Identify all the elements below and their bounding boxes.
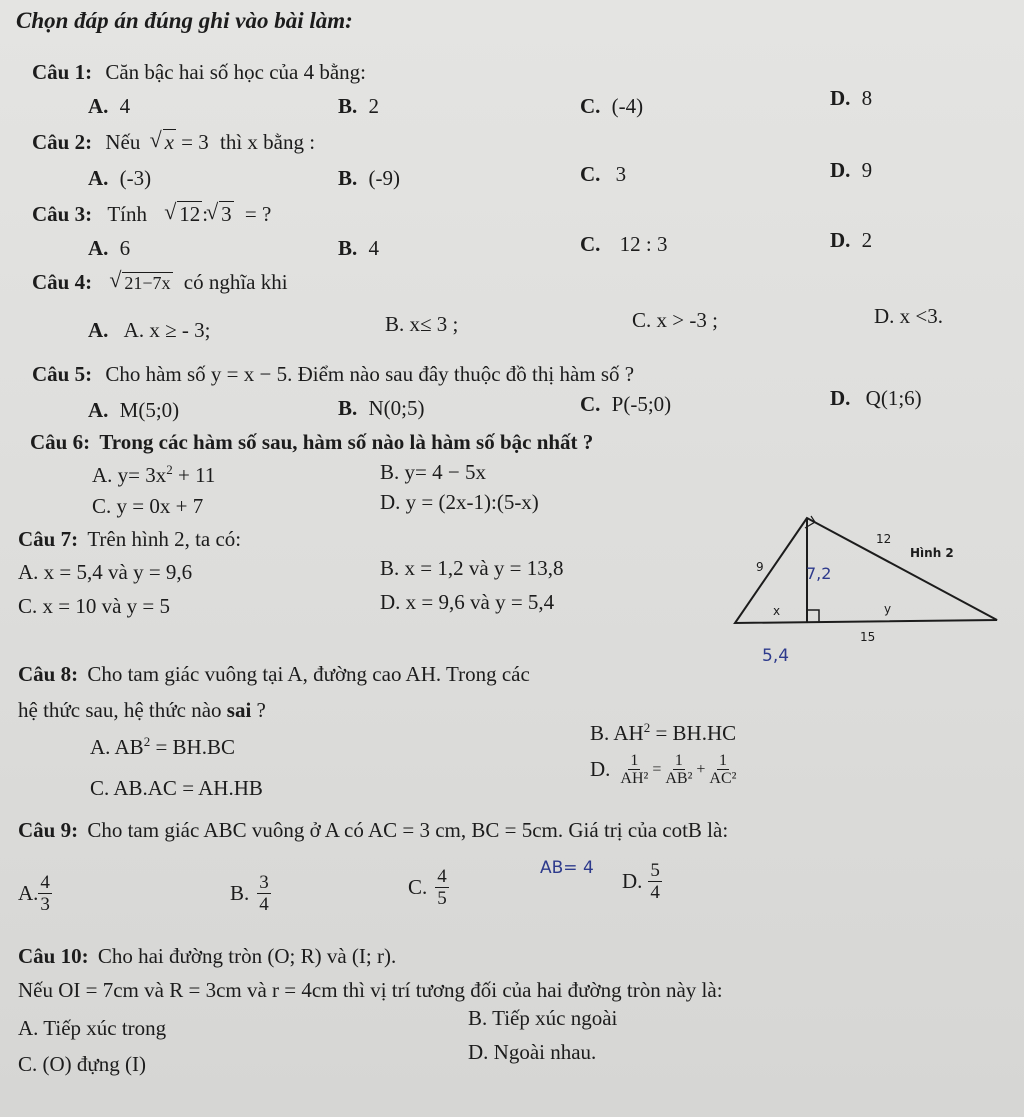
figure-height-label: 7,2: [806, 564, 832, 583]
question-10: Câu 10: Cho hai đường tròn (O; R) và (I; r).: [18, 944, 397, 968]
q6-option-c: C. y = 0x + 7: [92, 494, 204, 518]
question-8-line-2: hệ thức sau, hệ thức nào sai ?: [18, 698, 266, 722]
q4-option-c: C. x > -3 ;: [632, 308, 718, 332]
q3-option-d: D. 2: [830, 228, 873, 252]
q7-option-b: B. x = 1,2 và y = 13,8: [380, 556, 564, 580]
q5-option-d: D. Q(1;6): [830, 386, 922, 410]
q7-option-d: D. x = 9,6 và y = 5,4: [380, 590, 555, 614]
question-10-label: Câu 10:: [18, 944, 89, 968]
question-9: Câu 9: Cho tam giác ABC vuông ở A có AC = 3 cm, BC = 5cm. Giá trị của cotB là:: [18, 818, 729, 842]
question-3-label: Câu 3:: [32, 202, 93, 226]
question-5: Câu 5: Cho hàm số y = x − 5. Điểm nào sau đây thuộc đồ thị hàm số ?: [32, 362, 635, 386]
question-4: Câu 4: √ 21−7x có nghĩa khi: [32, 270, 288, 295]
figure-side-15: 15: [860, 630, 876, 644]
instruction-header: Chọn đáp án đúng ghi vào bài làm:: [16, 8, 353, 33]
q6-option-b: B. y= 4 − 5x: [380, 460, 486, 484]
question-8-label: Câu 8:: [18, 662, 79, 686]
q9-option-c: C. $\frac{4}{5}$: [408, 866, 447, 909]
question-1-text: Căn bậc hai số học của 4 bằng:: [105, 60, 367, 84]
question-2-label: Câu 2:: [32, 130, 93, 154]
q5-option-c: C. P(-5;0): [580, 392, 672, 416]
q1-option-d: D. 8: [830, 86, 873, 110]
q10-option-c: C. (O) đựng (I): [18, 1052, 147, 1076]
question-6: Câu 6: Trong các hàm số sau, hàm số nào là hàm số bậc nhất ?: [30, 430, 594, 454]
q6-option-d: D. y = (2x-1):(5-x): [380, 490, 539, 514]
q1-option-c: C. (-4): [580, 94, 644, 118]
q9-option-a: A. $\frac{4}{3}$: [18, 872, 50, 915]
figure-y-label: y: [884, 602, 892, 616]
q8-option-b: B. $AH^2 = BH.HC$: [590, 720, 737, 745]
q1-option-b: B. 2: [338, 94, 380, 118]
figure-title: Hình 2: [910, 546, 954, 560]
q10-option-b: B. Tiếp xúc ngoài: [468, 1006, 618, 1030]
q10-option-a: A. Tiếp xúc trong: [18, 1016, 167, 1040]
question-1: [32, 60, 366, 85]
figure-x-label: x: [773, 604, 781, 618]
q4-option-b: B. x≤ 3 ;: [385, 312, 459, 336]
question-7-label: Câu 7:: [18, 527, 79, 551]
figure-side-12: 12: [876, 532, 892, 546]
q3-option-a: A. 6: [88, 236, 131, 260]
question-2: Câu 2: Nếu √ x = 3 thì x bằng :: [32, 130, 315, 155]
question-5-label: Câu 5:: [32, 362, 93, 386]
q10-option-d: D. Ngoài nhau.: [468, 1040, 597, 1064]
q4-option-d: D. x <3.: [874, 304, 944, 328]
q2-option-a: A. (-3): [88, 166, 152, 190]
question-8: Câu 8: Cho tam giác vuông tại A, đường cao AH. Trong các: [18, 662, 530, 686]
q4-option-a: A. A. x ≥ - 3;: [88, 318, 211, 342]
q5-option-b: B. N(0;5): [338, 396, 425, 420]
question-4-label: Câu 4:: [32, 270, 93, 294]
handwritten-ab-4: AB= 4: [540, 858, 594, 878]
q2-option-c: C. 3: [580, 162, 627, 186]
q7-option-c: C. x = 10 và y = 5: [18, 594, 171, 618]
handwritten-5-4: 5,4: [762, 646, 790, 666]
question-7: Câu 7: Trên hình 2, ta có:: [18, 527, 242, 551]
q9-option-d: D. $\frac{5}{4}$: [622, 860, 660, 903]
q2-option-d: D. 9: [830, 158, 873, 182]
question-9-label: Câu 9:: [18, 818, 79, 842]
q2-option-b: B. (-9): [338, 166, 400, 190]
q1-option-a: A. 4: [88, 94, 131, 118]
q8-option-d: D. $\frac{1}{\text{AH²}}$ = $\frac{1}{\text{AB²}}$ + $\frac{1}{\text{AC²}}$: [590, 752, 737, 787]
q9-option-b: B. $\frac{3}{4}$: [230, 872, 269, 915]
q3-option-b: B. 4: [338, 236, 380, 260]
figure-side-9: 9: [756, 560, 764, 574]
question-3: Câu 3: Tính √ 12:√ 3 = ?: [32, 202, 271, 227]
q7-option-a: A. x = 5,4 và y = 9,6: [18, 560, 193, 584]
q8-option-a: A. $AB^2 = BH.BC$: [90, 734, 235, 759]
q6-option-a: A. $y= 3x^2 + 11$: [92, 462, 216, 487]
right-angle-mark-bottom: [807, 610, 819, 622]
question-6-label: Câu 6:: [30, 430, 91, 454]
q8-option-c: C. AB.AC = AH.HB: [90, 776, 263, 800]
question-1-label: Câu 1:: [32, 60, 93, 84]
q3-option-c: C. 12 : 3: [580, 232, 668, 256]
q5-option-a: A. M(5;0): [88, 398, 180, 422]
question-10-line-2: Nếu OI = 7cm và R = 3cm và r = 4cm thì vị trí tương đối của hai đường tròn này là:: [18, 978, 723, 1002]
